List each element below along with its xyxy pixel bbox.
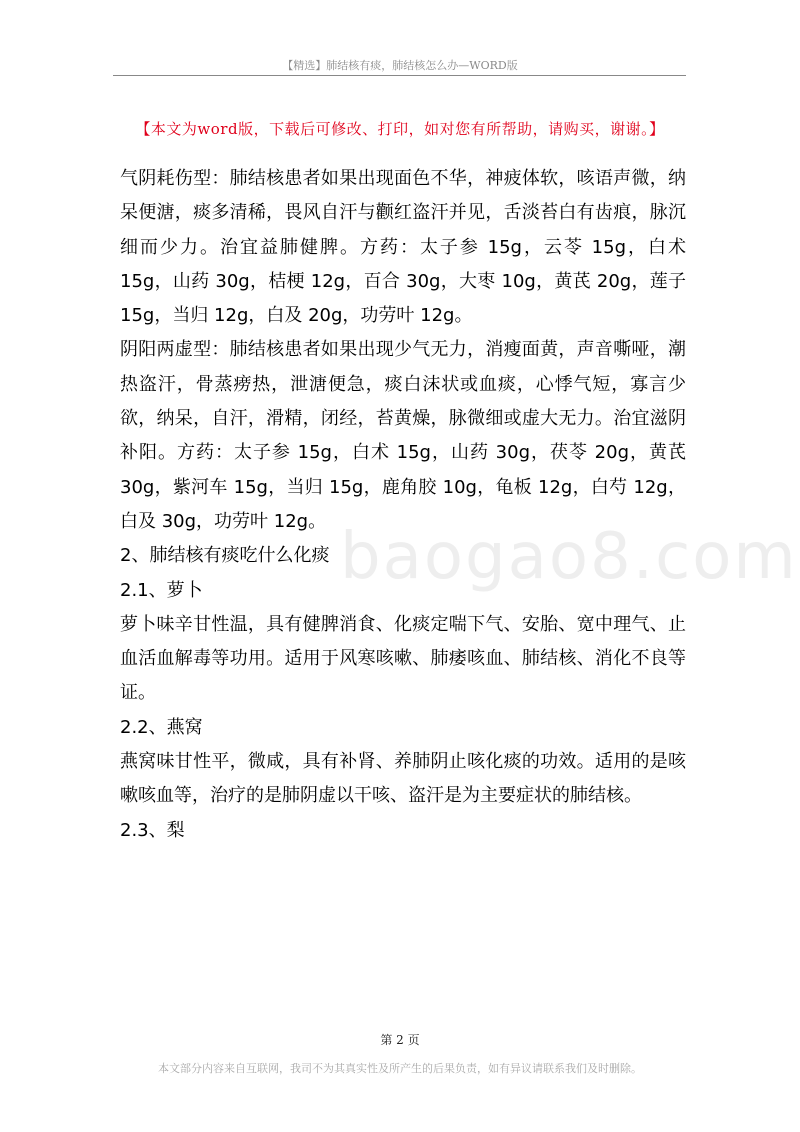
paragraph-qi-yin: 气阴耗伤型：肺结核患者如果出现面色不华，神疲体软，咳语声微，纳呆便溏，痰多清稀，畏风自汗与颧红盗汗并见，舌淡苔白有齿痕，脉沉细而少力。治宜益肺健脾。方药：太子参 15g，云苓 15g，白术 15g，山药 30g，桔梗 12g，百合 30g，大枣 10g，黄芪 20g，莲子 15g，当归 12g，白及 20g，功劳叶 12g。 xyxy=(120,168,686,327)
section-heading-2: 2、肺结核有痰吃什么化痰 xyxy=(120,545,330,567)
subsection-heading-2-3: 2.3、梨 xyxy=(120,819,185,841)
paragraph-yin-yang: 阴阳两虚型：肺结核患者如果出现少气无力，消瘦面黄，声音嘶哑，潮热盗汗，骨蒸痨热，泄溏便急，痰白沫状或血痰，心悸气短，寡言少欲，纳呆，自汗，滑精，闭经，苔黄燥，脉微细或虚大无力。治宜滋阴补阳。方药：太子参 15g，白术 15g，山药 30g，茯苓 20g，黄芪 30g，紫河车 15g，当归 15g，鹿角胶 10g，龟板 12g，白芍 12g，白及 30g，功劳叶 12g。 xyxy=(120,339,686,532)
purchase-notice: 【本文为word版，下载后可修改、打印，如对您有所帮助，请购买，谢谢。】 xyxy=(135,120,665,138)
header-divider xyxy=(113,75,686,76)
document-body xyxy=(120,162,686,848)
page-header-title: 【精选】肺结核有痰，肺结核怎么办—WORD版 xyxy=(282,59,518,72)
subsection-heading-2-2: 2.2、燕窝 xyxy=(120,716,203,738)
paragraph-bird-nest: 燕窝味甘性平，微咸，具有补肾、养肺阴止咳化痰的功效。适用的是咳嗽咳血等，治疗的是肺阴虚以干咳、盗汗是为主要症状的肺结核。 xyxy=(120,751,686,807)
watermark: baogao8.com xyxy=(340,520,798,594)
page-number: 第 2 页 xyxy=(380,1033,420,1047)
subsection-heading-2-1: 2.1、萝卜 xyxy=(120,579,203,601)
footer-disclaimer: 本文部分内容来自互联网，我司不为其真实性及所产生的后果负责，如有异议请联系我们及时删除。 xyxy=(158,1062,642,1075)
paragraph-radish: 萝卜味辛甘性温，具有健脾消食、化痰定喘下气、安胎、宽中理气、止血活血解毒等功用。适用于风寒咳嗽、肺痿咳血、肺结核、消化不良等证。 xyxy=(120,613,686,704)
